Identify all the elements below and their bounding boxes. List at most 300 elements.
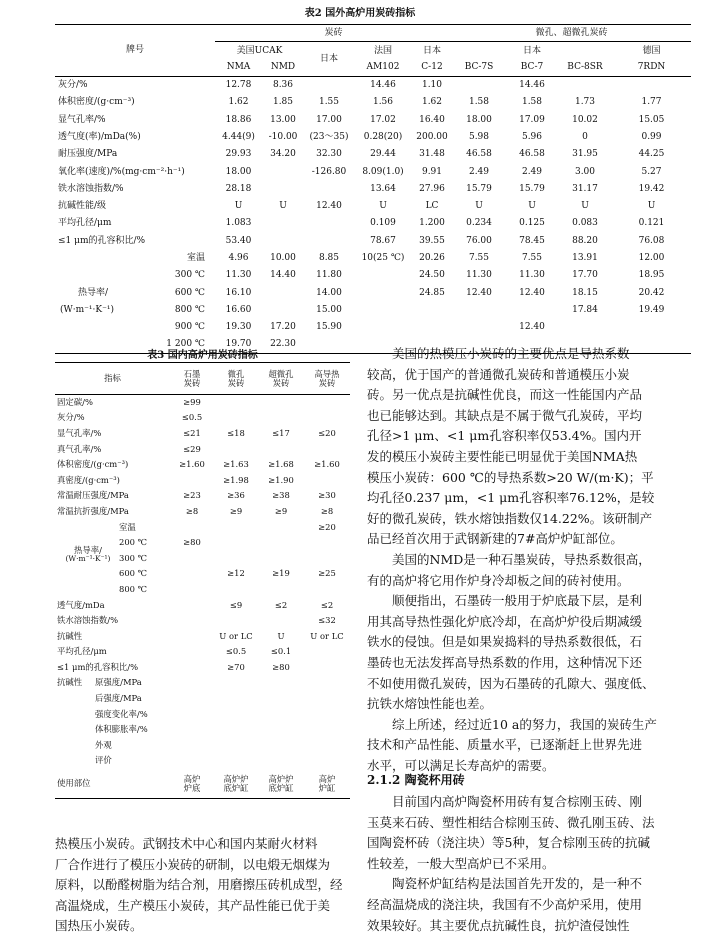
- table2-cell: 11.80: [316, 270, 342, 281]
- table2-cell: 20.26: [419, 253, 445, 263]
- text-line: 玉莫来石砖、塑性相结合棕刚玉砖、微孔刚玉砖、法: [367, 814, 655, 830]
- left-paragraph: [55, 834, 353, 937]
- table3-header-line: 炭砖: [318, 377, 336, 388]
- table2-cell: 17.02: [370, 114, 396, 125]
- table3-cell: [214, 706, 258, 722]
- table3-alkali-row: [55, 753, 170, 769]
- table3-cell: ≥30: [318, 490, 336, 501]
- table2-cell: 0.234: [466, 218, 492, 229]
- table3-row-label: 抗碱性: [57, 630, 83, 641]
- table3-thermal-temp-value: 600 ℃: [119, 568, 148, 579]
- table2-thermal-temp: 300 ℃: [174, 270, 205, 281]
- table2-cell: [558, 319, 612, 336]
- table2-cell: 8.36: [272, 80, 294, 91]
- table3-cell: ≤0.1: [270, 646, 292, 657]
- table3-cell: [304, 753, 350, 769]
- table3-header-index: 指标: [55, 363, 170, 395]
- table2-cell: [412, 301, 452, 318]
- table2-thermal-unit: (W·m⁻¹·K⁻¹): [60, 304, 114, 315]
- table3-cell: [170, 722, 214, 738]
- table2-cell: [304, 232, 354, 249]
- table2-header-nma: NMA: [215, 59, 262, 76]
- table2-cell: [354, 284, 412, 301]
- table3-cell: [170, 566, 214, 582]
- text-line: 也已能够达到。其缺点是不属于微气孔炭砖，平均: [367, 407, 643, 423]
- table3-cell: ≤2: [274, 599, 288, 610]
- table3-cell: ≤0.5: [181, 412, 203, 423]
- table2-row-label: 氧化率(速度)/%(mg·cm⁻²·h⁻¹): [58, 166, 185, 177]
- table-row: [55, 232, 691, 249]
- text-line: 较高，优于国产的普通微孔炭砖和普通模压小炭: [367, 366, 630, 382]
- table2-cell: 1.200: [419, 218, 445, 229]
- table3-row-label: 透气度/mDa: [57, 599, 105, 610]
- text-line: 国陶瓷杯砖（浇注块）等5种，复合棕刚玉砖的抗碱: [367, 835, 650, 851]
- table2-thermal-temp: 800 ℃: [174, 304, 205, 315]
- table3-row-label: 灰分/%: [57, 412, 85, 423]
- table2-cell: 4.44(9): [222, 131, 255, 142]
- table2-cell: 20.42: [638, 287, 665, 298]
- table3-cell: [214, 722, 258, 738]
- table2-cell: 8.09(1.0): [362, 166, 404, 177]
- table3-cell: [258, 738, 304, 754]
- table3-cell: ≥1.90: [268, 474, 294, 485]
- table2-cell: 18.00: [225, 166, 252, 177]
- table-row: [55, 249, 691, 266]
- table3-cell: ≥1.68: [268, 459, 294, 470]
- table2-cell: 17.84: [572, 304, 598, 315]
- table3-cell: [304, 722, 350, 738]
- table2-cell: 17.70: [572, 270, 598, 281]
- text-line: 经高温烧成的浇注块，我国有不少高炉采用，使用: [367, 896, 643, 912]
- text-line: 原料，以酚醛树脂为结合剂，用磨擦压砖机成型，经: [55, 877, 343, 893]
- table3-row-label: 体积密度/(g·cm⁻³): [57, 459, 129, 470]
- table3-cell: ≤9: [229, 599, 243, 610]
- table-row: [55, 597, 350, 613]
- table2-cell: [354, 319, 412, 336]
- table2-cell: 8.85: [318, 253, 340, 263]
- table2-header-japan: 日本: [304, 42, 354, 77]
- table3-cell: [214, 738, 258, 754]
- table3-thermal-temp: [55, 566, 170, 582]
- table-row: [55, 76, 691, 93]
- table2-cell: 0.28(20): [363, 131, 403, 142]
- table2-cell: 24.50: [419, 270, 445, 281]
- table3-cell: [170, 597, 214, 613]
- table3-cell: ≥23: [183, 490, 201, 501]
- table2-cell: 31.95: [572, 149, 598, 160]
- table3-row-label: 真气孔率/%: [57, 443, 102, 454]
- table2-cell: 11.30: [466, 270, 492, 281]
- table3-cell: [170, 738, 214, 754]
- table2-cell: 22.30: [262, 336, 304, 353]
- table3-alkali-label: [57, 710, 95, 719]
- table2-cell: 12.40: [466, 287, 492, 298]
- table3-header-line: 炭砖: [183, 377, 201, 388]
- table2-cell: [262, 180, 304, 197]
- table2-cell: [452, 319, 506, 336]
- table2-cell: 12.78: [225, 80, 252, 91]
- table2-thermal-label: 热导率/: [78, 287, 109, 298]
- table-row: [55, 457, 350, 473]
- table2-cell: [262, 232, 304, 249]
- table3-alkali-label: [57, 725, 95, 734]
- table3-cell: [304, 395, 350, 411]
- table3-cell: ≥1.63: [223, 459, 249, 470]
- table2-cell: [304, 76, 354, 93]
- table2-cell: 200.00: [416, 131, 448, 142]
- text-line: 陶瓷杯炉缸结构是法国首先开发的，是一种不: [367, 876, 643, 892]
- table2-cell: 12.00: [638, 253, 665, 263]
- table-row: [55, 504, 350, 520]
- table2-cell: 28.18: [225, 183, 252, 194]
- table3-cell: [258, 675, 304, 691]
- table2-cell: 78.67: [370, 235, 396, 246]
- table2-cell: -126.80: [311, 166, 347, 177]
- table3-header-graphite: [170, 363, 214, 395]
- table-row: [55, 628, 350, 644]
- table2-header-bc7: BC-7: [506, 59, 558, 76]
- table2-cell: 14.40: [270, 270, 296, 281]
- table2-thermal-temp: [55, 284, 215, 301]
- table2-cell: [412, 319, 452, 336]
- text-line: 发的模压小炭砖主要性能已明显优于美国NMA热: [367, 448, 638, 464]
- text-line: 美国的热模压小炭砖的主要优点是导热系数: [367, 346, 630, 361]
- table2-cell: 16.10: [225, 287, 252, 298]
- table2-thermal-temp: 600 ℃: [174, 287, 205, 298]
- table2-cell: 13.64: [370, 183, 396, 194]
- text-line: 厂合作进行了模压小炭砖的研制，以电煅无烟煤为: [55, 856, 331, 872]
- text-line: 抗铁水熔蚀性能也差。: [367, 696, 493, 712]
- table2-cell: 1.85: [272, 97, 294, 108]
- table2-cell: 18.86: [225, 114, 252, 125]
- table-row: [55, 111, 691, 128]
- table2-header-germany: 德国: [642, 45, 661, 56]
- text-line: 孔径>1 μm、<1 μm孔容积率仅53.4%。国内开: [367, 428, 642, 444]
- table2-cell: 1.62: [228, 97, 249, 108]
- table3-alkali-row: [55, 706, 170, 722]
- table3-cell: ≥25: [318, 568, 336, 579]
- text-line: 综上所述，经过近10 a的努力，我国的炭砖生产: [367, 716, 657, 732]
- table3-cell: [304, 675, 350, 691]
- table3-header-line: 高导热: [314, 368, 340, 379]
- table2-cell: [262, 215, 304, 232]
- table2-cell: [262, 284, 304, 301]
- table-row: [55, 146, 691, 163]
- table-row: [55, 426, 350, 442]
- table3-cell: [214, 613, 258, 629]
- table2-cell: 1.58: [521, 97, 543, 108]
- table3-cell: [214, 441, 258, 457]
- text-line: 不如使用微孔炭砖，因为石墨砖的孔隙大、强度低、: [367, 675, 655, 691]
- table2-cell: 29.44: [370, 149, 396, 160]
- table2-cell: [262, 163, 304, 180]
- table3-cell: [214, 753, 258, 769]
- right-paragraphs-2: [367, 792, 670, 936]
- table2-cell: 18.00: [466, 114, 492, 125]
- table2-cell: 39.55: [419, 235, 445, 246]
- table3-thermal-temp-value: 800 ℃: [119, 583, 148, 594]
- table2-cell: 14.00: [316, 287, 342, 298]
- table3-usage-line: 高炉炉: [268, 773, 294, 784]
- table-row: [55, 675, 350, 691]
- table3-cell: [214, 582, 258, 598]
- table3-cell: ≤20: [318, 427, 336, 438]
- table3-cell: ≥9: [229, 505, 243, 516]
- text-line: 模压小炭砖：600 ℃的导热系数>20 W/(m·K)；平: [367, 469, 654, 485]
- table3-alkali-row: [55, 738, 170, 754]
- table3-row-label: 常温耐压强度/MPa: [57, 490, 129, 501]
- table3-header-row: [55, 363, 350, 395]
- table2-cell: 1.73: [574, 97, 596, 108]
- table2-cell: 76.00: [466, 235, 492, 246]
- table3-thermal-temp: [55, 582, 170, 598]
- table3-row-label: ≤1 μm的孔容积比/%: [57, 661, 139, 672]
- table3-cell: ≥80: [272, 661, 290, 672]
- table3-usage-line: 底炉缸: [223, 782, 249, 793]
- table2-cell: 1.62: [421, 97, 443, 108]
- table2-cell: 11.30: [225, 270, 252, 281]
- text-line: 品已经首次用于武钢新建的7#高炉炉缸部位。: [367, 531, 623, 547]
- table3-cell: [258, 441, 304, 457]
- table3-header-highcond: [304, 363, 350, 395]
- table3: [55, 362, 350, 799]
- table3-cell: ≥38: [272, 490, 290, 501]
- table3-header-line: 微孔: [227, 368, 245, 379]
- table3-cell: ≤17: [272, 427, 290, 438]
- table3-cell: [214, 675, 258, 691]
- text-line: 美国的NMD是一种石墨炭砖，导热系数很高，: [367, 551, 651, 567]
- table2-header-rdn: 7RDN: [612, 59, 691, 76]
- table3-row-label: 显气孔率/%: [57, 427, 102, 438]
- table3-alkali-sub: 评价: [95, 755, 112, 766]
- table2-cell: 10(25 ℃): [361, 253, 405, 263]
- table2-cell: LC: [425, 201, 439, 212]
- table2-cell: 11.30: [519, 270, 545, 281]
- table3-cell: [304, 550, 350, 566]
- table2-cell: 19.70: [215, 336, 262, 353]
- table-row: [55, 722, 350, 738]
- table3-alkali-sub: 原强度/MPa: [95, 677, 142, 688]
- table2-cell: [304, 215, 354, 232]
- table2-cell: 18.95: [638, 270, 665, 281]
- table2-cell: [452, 76, 506, 93]
- table2-cell: [262, 301, 304, 318]
- table3-thermal-temp: [55, 519, 170, 535]
- table3-row-label: 常温抗折强度/MPa: [57, 505, 129, 516]
- table2-title: 表2 国外高炉用炭砖指标: [304, 8, 416, 19]
- table3-cell: [304, 582, 350, 598]
- table3-cell: [304, 535, 350, 551]
- table3-cell: [170, 519, 214, 535]
- table2-cell: 5.27: [641, 166, 662, 177]
- table3-cell: ≤21: [183, 427, 201, 438]
- table2-thermal-temp: 室温: [186, 253, 205, 263]
- table2-cell: 1.58: [468, 97, 490, 108]
- table2-cell: (23～35): [309, 131, 349, 142]
- table3-header-micro: [214, 363, 258, 395]
- table3-cell: ≥8: [320, 505, 334, 516]
- table3-row-label: 真密度/(g·cm⁻³): [57, 474, 120, 485]
- table2-cell: 34.20: [270, 149, 296, 160]
- table3-cell: [258, 706, 304, 722]
- table3-usage-line: 炉底: [183, 782, 201, 793]
- table2-thermal-temp: 1 200 ℃: [55, 336, 215, 353]
- table3-cell: ≤2: [320, 599, 334, 610]
- table2-cell: 53.40: [225, 235, 252, 246]
- table3-cell: U or LC: [310, 630, 344, 641]
- table3-cell: [258, 753, 304, 769]
- table3-cell: [258, 535, 304, 551]
- table2-thermal-temp: 900 ℃: [174, 322, 205, 333]
- table-row: [55, 128, 691, 145]
- table2-thermal-temp: [55, 301, 215, 318]
- table3-cell: [170, 550, 214, 566]
- table-row: [55, 488, 350, 504]
- text-line: 性较差，一般大型高炉已不采用。: [367, 855, 555, 871]
- table-row: [55, 301, 691, 318]
- table3-cell: ≤29: [183, 443, 201, 454]
- table2-row-label: 体积密度/(g·cm⁻³): [58, 97, 135, 108]
- table2-cell: 2.49: [468, 166, 490, 177]
- table3-cell: ≤0.5: [225, 646, 247, 657]
- text-line: 国热压小炭砖。: [55, 918, 143, 934]
- table3-cell: [214, 410, 258, 426]
- table-row: [55, 644, 350, 660]
- table3-cell: [258, 519, 304, 535]
- table-row: [55, 706, 350, 722]
- table2-cell: 4.96: [228, 253, 249, 263]
- table2-header-france: 法国: [373, 45, 392, 56]
- table3-alkali-sub: 外观: [95, 739, 112, 750]
- table2-cell: 44.25: [638, 149, 665, 160]
- table3-cell: ≤18: [227, 427, 245, 438]
- table2-cell: 0.083: [572, 218, 598, 229]
- table2-cell: 19.49: [638, 304, 665, 315]
- table3-usage-row: [55, 769, 350, 799]
- text-line: 水平，可以满足长寿高炉的需要。: [367, 757, 555, 773]
- table2-cell: 78.45: [519, 235, 545, 246]
- table2-row-label: 耐压强度/MPa: [58, 149, 118, 160]
- table2-cell: 16.40: [419, 114, 445, 125]
- table3-cell: [304, 660, 350, 676]
- table3-cell: [170, 472, 214, 488]
- table3-cell: [214, 550, 258, 566]
- table3-usage-line: 炉缸: [318, 782, 336, 793]
- table2-cell: 12.40: [316, 201, 342, 212]
- table3-cell: ≥9: [274, 505, 288, 516]
- table3-cell: [170, 675, 214, 691]
- table3-cell: [170, 628, 214, 644]
- table2-row-label: 平均孔径/μm: [58, 218, 112, 229]
- table2-cell: 0.109: [370, 218, 396, 229]
- table3-thermal-prefix: (W·m⁻¹·K⁻¹): [65, 553, 111, 563]
- table3-cell: [304, 441, 350, 457]
- table2-cell: 24.85: [419, 287, 445, 298]
- table2-cell: [452, 301, 506, 318]
- text-line: 有的高炉将它用作炉身冷却板之间的砖衬使用。: [367, 572, 630, 588]
- table2-cell: [612, 319, 691, 336]
- table3-row-label: 铁水溶蚀指数/%: [57, 615, 119, 626]
- table3-thermal-temp-value: 200 ℃: [119, 537, 148, 548]
- table2-cell: 1.56: [372, 97, 394, 108]
- table-row: [55, 197, 691, 214]
- table-row: [55, 535, 350, 551]
- table3-cell: ≥19: [272, 568, 290, 579]
- table-row: [55, 441, 350, 457]
- text-line: 均孔径0.237 μm，<1 μm孔容积率76.12%，是较: [367, 490, 655, 506]
- table2-cell: 76.08: [638, 235, 665, 246]
- table2-row-label: 铁水溶蚀指数/%: [58, 183, 124, 194]
- table3-cell: [170, 644, 214, 660]
- table3-usage-line: 底炉缸: [268, 782, 294, 793]
- table3-alkali-label: [57, 741, 95, 750]
- table2-cell: 15.05: [638, 114, 665, 125]
- table-row: [55, 691, 350, 707]
- table3-usage-line: 高炉: [183, 773, 201, 784]
- table2-cell: U: [234, 201, 243, 212]
- table2-cell: 1.77: [641, 97, 662, 108]
- table2-cell: U: [279, 201, 287, 212]
- table2-cell: U: [647, 201, 656, 212]
- table2-cell: 17.20: [270, 322, 296, 333]
- table3-header-line: 炭砖: [272, 377, 290, 388]
- table3-cell: ≥70: [227, 661, 245, 672]
- table2-cell: [558, 76, 612, 93]
- text-line: 用其高导热性强化炉底冷却，在高炉炉役后期减缓: [367, 613, 643, 629]
- table2-row-label: 显气孔率/%: [58, 114, 106, 125]
- table3-cell: [304, 410, 350, 426]
- table3-cell: U: [277, 630, 285, 641]
- table3-cell: U or LC: [219, 630, 253, 641]
- table3-usage-cell: [304, 769, 350, 799]
- section-heading: 2.1.2 陶瓷杯用砖: [367, 773, 465, 787]
- table-row: [55, 410, 350, 426]
- table2-row-label: 灰分/%: [58, 80, 88, 91]
- table2-cell: 13.91: [572, 253, 598, 263]
- table2: [55, 24, 691, 354]
- table3-cell: [258, 613, 304, 629]
- table-row: [55, 472, 350, 488]
- table3-alkali-row: [55, 675, 170, 691]
- text-line: 目前国内高炉陶瓷杯用砖有复合棕刚玉砖、刚: [367, 794, 643, 809]
- table2-cell: 15.79: [519, 183, 545, 194]
- table2-row-label: 抗碱性能/级: [58, 201, 107, 212]
- table2-cell: 10.02: [572, 114, 598, 125]
- table3-usage-line: 高炉炉: [223, 773, 249, 784]
- table2-header-micro-brick: 微孔、超微孔炭砖: [452, 25, 691, 42]
- table-row: [55, 582, 350, 598]
- table-row: [55, 284, 691, 301]
- table3-cell: [304, 691, 350, 707]
- table3-alkali-row: [55, 722, 170, 738]
- table3-cell: [170, 753, 214, 769]
- table3-alkali-label: 抗碱性: [57, 677, 83, 688]
- table2-cell: 17.09: [519, 114, 545, 125]
- table-row: [55, 215, 691, 232]
- table-row: [55, 395, 350, 411]
- table2-cell: 5.96: [521, 131, 543, 142]
- table2-header-bc8sr: BC-8SR: [558, 59, 612, 76]
- table3-row-label: 固定碳/%: [57, 397, 93, 408]
- table3-cell: [304, 706, 350, 722]
- table-row: [55, 94, 691, 111]
- table3-title: 表3 国内高炉用炭砖指标: [147, 350, 258, 361]
- table2-cell: 1.55: [318, 97, 340, 108]
- table2-row-label: ≤1 μm的孔容积比/%: [58, 235, 146, 246]
- table2-cell: U: [475, 201, 483, 212]
- table-row: [55, 660, 350, 676]
- table2-header-carbon-brick: 炭砖: [215, 25, 452, 42]
